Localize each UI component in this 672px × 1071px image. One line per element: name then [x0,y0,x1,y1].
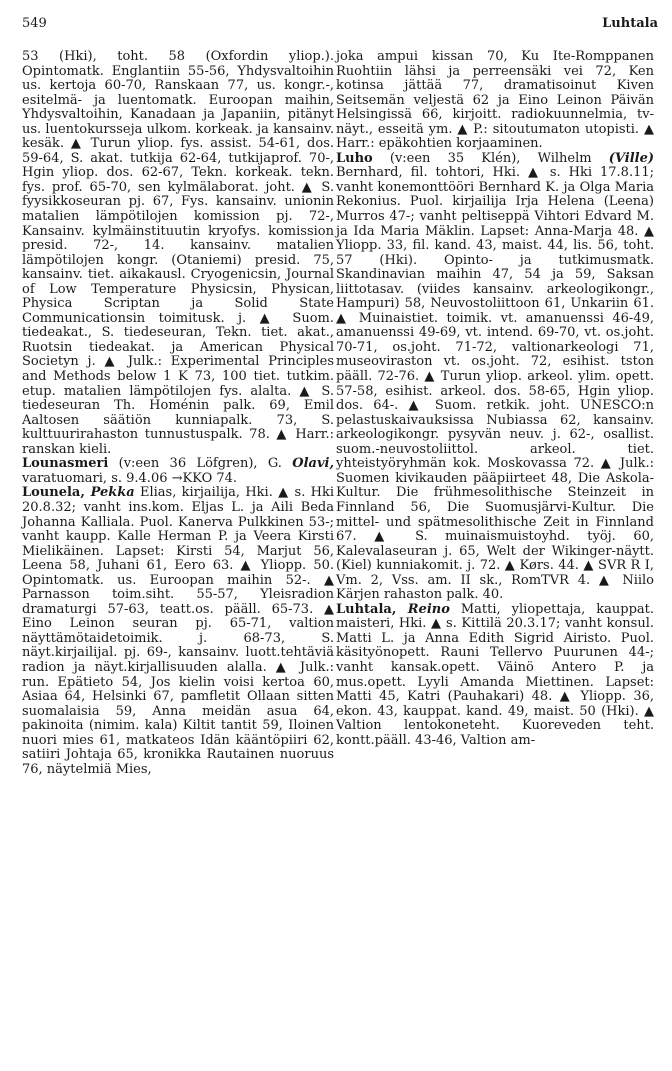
right-column [336,50,654,748]
entry-text: (v:een 35 Klén), Wilhelm [372,150,609,166]
entry-text: Matti, yliopettaja, kauppat. maisteri, Hki. ▲ s. Kittilä 20.3.17; vanht konsul. Matti L. ja Anna Edith Sigrid Airisto. Puol. käsityönopett. Rauni Tellervo Puurunen 44-; vanht kansak.opett. Väinö Antero P. ja mus.opett. Lyyli Amanda Miettinen. Lapset: Matti 45, Katri (Pauhakari) 48. ▲ Yliopp. 36, ekon. 43, kauppat. kand. 49, maist. 50 (Hki). ▲ Valtion lentokoneteht. Kuoreveden teht. kontt.pääll. 43-46, Valtion am- [336,601,655,748]
running-head: Luhtala [602,16,658,31]
entry-text: Elias, kirjailija, Hki. ▲ s. Hki 20.8.32; vanht ins.kom. Eljas L. ja Aili Beda Johanna Kalliala. Puol. Kanerva Pulkkinen 53-; vanht kaupp. Kalle Herman P. ja Veera Kirsti Mielikäinen. Lapset: Kirsti 54, Marjut 56, Leena 58, Juhani 61, Eero 63. ▲ Yliopp. 50. Opintomatk. us. Euroopan maihin 52-. ▲ Parnasson toim.siht. 55-57, Yleisradion dramaturgi 57-63, teatt.os. pääll. 65-73. ▲ Eino Leinon seuran pj. 65-71, valtion näyttämötaidetoimik. j. 68-73, S. näyt.kirjailijal. pj. 69-, kansainv. luott.tehtäviä radion ja näyt.kirjallisuuden alalla. ▲ Julk.: run. Epätieto 54, Jos kielin voisi kertoa 60, Asiaa 64, Helsinki 67, pamfletit Ollaan sitten suomalaisia 59, Anna meidän asua 64, pakinoita (nimim. kala) Kiltit tantit 59, Iloinen nuori mies 61, matkateos Idän kääntöpiiri 62, satiiri Johtaja 65, kronikka Rautainen nuoruus 76, näytelmiä Mies, [22,485,335,777]
entry-lounela [22,486,334,777]
left-column [22,50,334,777]
entry-text: joka ampui kissan 70, Ku Ite-Romppanen Ruohtiin lähsi ja perreensäki vei 72, Ken kotinsa jättää 77, dramatisoinut Kiven Seitsemän veljestä 62 ja Eino Leinon Päivän Helsingissä 66, kirjoitt. radiokuunnelmia, tv-näyt., esseitä ym. ▲ P.: sitoutumaton utopisti. ▲ Harr.: epäkohtien korjaaminen. [336,49,654,152]
entry-headword: Luho [336,150,373,166]
entry-headword: Luhtala, [336,601,408,617]
entry-given-name: (Ville) [608,150,654,166]
page-number: 549 [22,16,47,31]
entry-luhtala [336,603,654,748]
entry-text: Bernhard, fil. tohtori, Hki. ▲ s. Hki 17.8.11; vanht konemonttööri Bernhard K. ja Olga Maria Rekonius. Puol. kirjailija Irja Helena (Leena) Murros 47-; vanht peltiseppä Vihtori Edvard M. ja Ida Maria Mäklin. Lapset: Anna-Marja 48. ▲ Yliopp. 33, fil. kand. 43, maist. 44, lis. 56, toht. 57 (Hki). Opinto- ja tutkimusmatk. Skandinavian maihin 47, 54 ja 59, Saksan liittotasav. (viides kansainv. arkeologikongr., Hampuri) 58, Neuvostoliittoon 61, Unkariin 61. ▲ Muinaistiet. toimik. vt. amanuenssi 46-49, amanuenssi 49-69, vt. intend. 69-70, vt. os.joht. 70-71, os.joht. 71-72, valtionarkeologi 71, museoviraston vt. os.joht. 72, esihist. tston pääll. 72-76. ▲ Turun yliop. arkeol. ylim. opett. 57-58, esihist. arkeol. dos. 58-65, Hgin yliop. dos. 64-. ▲ Suom. retkik. joht. UNESCO:n pelastuskaivauksissa Nubiassa 62, kansainv. arkeologikongr. pysyvän neuv. j. 62-, osallist. suom.-neuvostoliittol. arkeol. tiet. yhteistyöryhmän kok. Moskovassa 72. ▲ Julk.: Suomen kivikauden pääpiirteet 48, Die Askola-Kultur. Die frühmesolithische Steinzeit in Finnland 56, Die Suomusjärvi-Kultur. Die mittel- und spätmesolithische Zeit in Finnland 67. ▲ S. muinaismuistoyhd. työj. 60, Kalevalaseuran j. 65, Welt der Wikinger-näytt. (Kiel) kunniakomit. j. 72. ▲ Kørs. 44. ▲ SVR R I, Vm. 2, Vss. am. II sk., RomTVR 4. ▲ Niilo Kärjen rahaston palk. 40. [336,165,654,603]
entry-given-name: Reino [407,601,450,617]
entry-text: (v:een 36 Löfgren), G. [108,456,293,472]
entry-given-name: Olavi, [292,456,334,472]
page-header [0,16,672,36]
entry-headword: Lounasmeri [22,456,109,472]
entry-lounasmeri [22,457,334,486]
entry-given-name: Pekka [90,485,135,501]
entry-text: 53 (Hki), toht. 58 (Oxfordin yliop.). Opintomatk. Englantiin 55-56, Yhdysvaltoihin us. kertoja 60-70, Ranskaan 77, us. kongr.-, esitelmä- ja luentomatk. Euroopan maihin, Yhdysvaltoihin, Kanadaan ja Japaniin, pitänyt us. luentokursseja ulkom. korkeak. ja kansainv. kesäk. ▲ Turun yliop. fys. assist. 54-61, dos. 59-64, S. akat. tutkija 62-64, tutkijaprof. 70-, Hgin yliop. dos. 62-67, Tekn. korkeak. tekn. fys. prof. 65-70, sen kylmälaborat. joht. ▲ S. fyysikkoseuran pj. 67, Fys. kansainv. unionin matalien lämpötilojen komission pj. 72-, Kansainv. kylmäinstituutin kryofys. komission presid. 72-, 14. kansainv. matalien lämpötilojen kongr. (Otaniemi) presid. 75, kansainv. tiet. aikakausl. Cryogenicsin, Journal of Low Temperature Physicsin, Physican, Physica Scriptan ja Solid State Communicationsin toimitusk. j. ▲ Suom. tiedeakat., S. tiedeseuran, Tekn. tiet. akat., Ruotsin tiedeakat. ja American Physical Societyn j. ▲ Julk.: Experimental Principles and Methods below 1 K 73, 100 tiet. tutkim. etup. matalien lämpötilojen fys. alalta. ▲ S. tiedeseuran Th. Homénin palk. 69, Emil Aaltosen säätiön kunniapalk. 73, S. kulttuurirahaston tunnustuspalk. 78. ▲ Harr.: ranskan kieli. [22,49,334,457]
entry-text: varatuomari, s. 9.4.06 →KKO 74. [22,470,238,486]
entry-headword: Lounela, [22,485,91,501]
entry-luho [336,152,654,603]
entry-continuation [336,50,654,152]
entry-continuation [22,50,334,457]
